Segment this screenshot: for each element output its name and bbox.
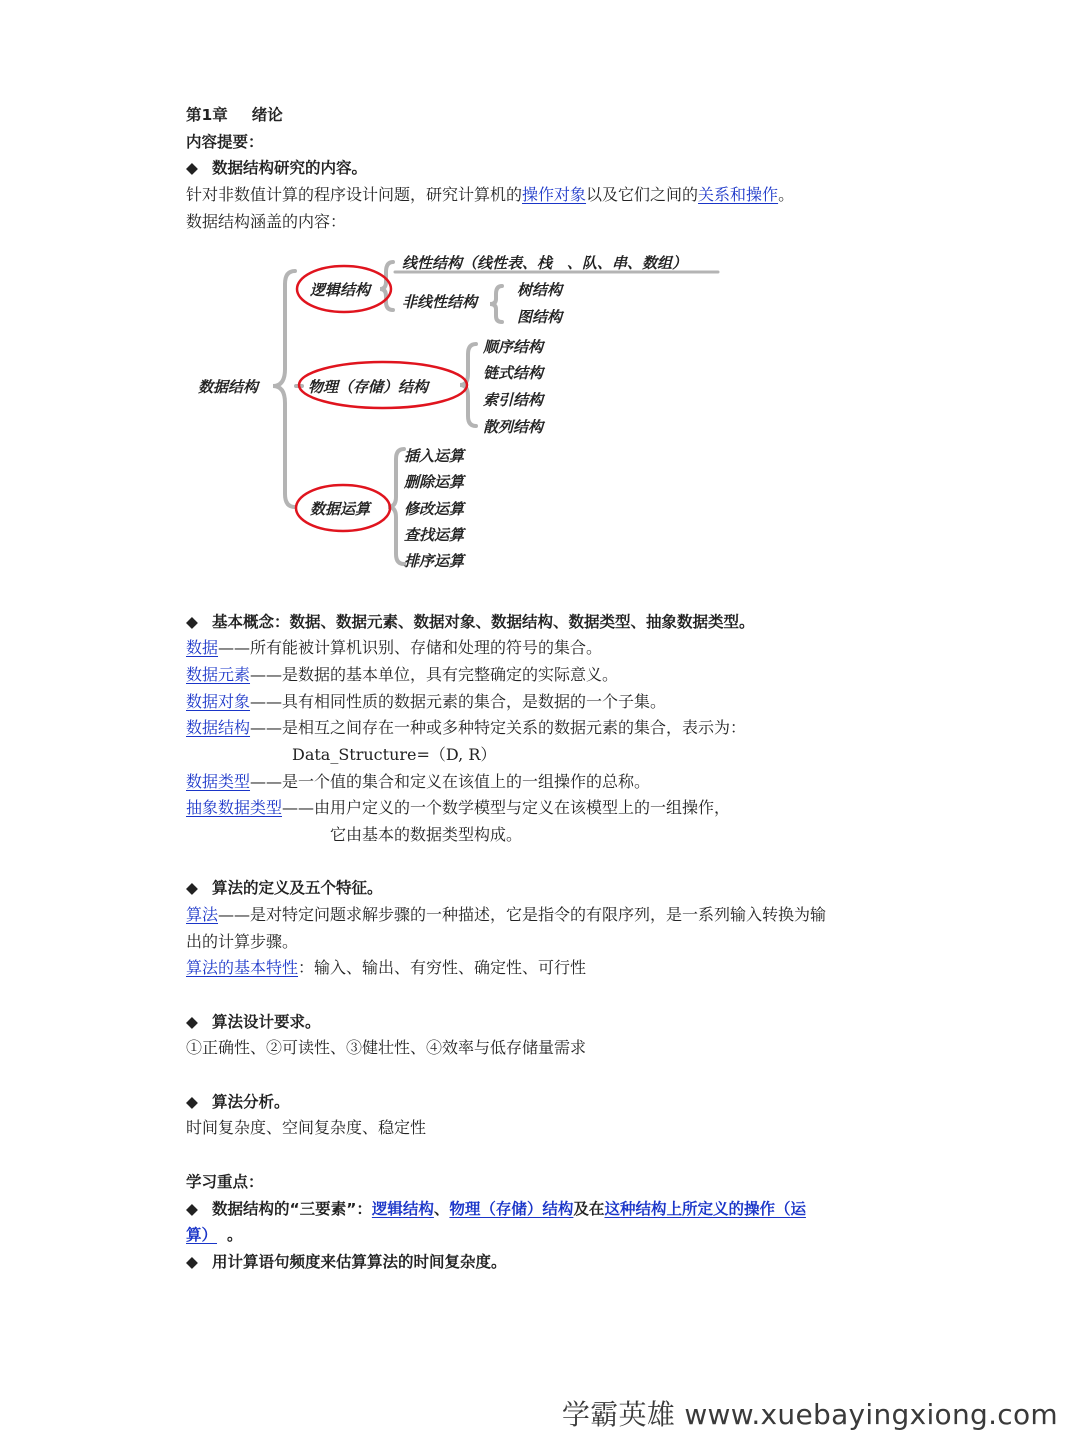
diamond-bullet-icon: ◆ bbox=[186, 1253, 198, 1271]
link-physical-structure[interactable]: 物理（存储）结构 bbox=[449, 1200, 574, 1218]
paragraph-research: 针对非数值计算的程序设计问题，研究计算机的操作对象以及它们之间的关系和操作。 bbox=[186, 185, 795, 204]
link-operation-object[interactable]: 操作对象 bbox=[522, 185, 587, 204]
diagram-physical: 物理（存储）结构 bbox=[308, 378, 429, 396]
focus-item-2: ◆ 用计算语句频度来估算算法的时间复杂度。 bbox=[186, 1253, 507, 1271]
section-heading-design: ◆ 算法设计要求。 bbox=[186, 1013, 321, 1031]
formula-data-structure: Data_Structure=（D, R） bbox=[292, 745, 497, 764]
definition-algorithm-cont: 出的计算步骤。 bbox=[186, 932, 299, 951]
diamond-bullet-icon: ◆ bbox=[186, 1013, 198, 1031]
diamond-bullet-icon: ◆ bbox=[186, 159, 198, 177]
link-adt[interactable]: 抽象数据类型 bbox=[186, 798, 283, 817]
definition-data-structure: 数据结构——是相互之间存在一种或多种特定关系的数据元素的集合，表示为： bbox=[186, 718, 747, 737]
chapter-title: 绪论 bbox=[251, 106, 283, 124]
section-heading-concepts: ◆ 基本概念：数据、数据元素、数据对象、数据结构、数据类型、抽象数据类型。 bbox=[186, 613, 755, 631]
watermark-footer: 学霸英雄 www.xuebayingxiong.com bbox=[561, 1398, 1058, 1431]
analysis-items: 时间复杂度、空间复杂度、稳定性 bbox=[186, 1118, 427, 1137]
summary-label: 内容提要： bbox=[186, 133, 264, 151]
focus-item-1: ◆ 数据结构的“三要素”：逻辑结构、物理（存储）结构及在这种结构上所定义的操作（运 bbox=[186, 1200, 806, 1218]
diagram-seq: 顺序结构 bbox=[483, 338, 544, 356]
link-algorithm-properties[interactable]: 算法的基本特性 bbox=[186, 958, 299, 977]
diamond-bullet-icon: ◆ bbox=[186, 879, 198, 897]
diamond-bullet-icon: ◆ bbox=[186, 613, 198, 631]
diamond-bullet-icon: ◆ bbox=[186, 1200, 198, 1218]
diagram-root: 数据结构 bbox=[198, 378, 259, 396]
diagram-index: 索引结构 bbox=[483, 391, 544, 409]
diamond-bullet-icon: ◆ bbox=[186, 1093, 198, 1111]
root-brace bbox=[273, 271, 295, 507]
section-heading-content: ◆ 数据结构研究的内容。 bbox=[186, 159, 368, 177]
diagram-insert: 插入运算 bbox=[404, 447, 465, 465]
definition-data-element: 数据元素——是数据的基本单位，具有完整确定的实际意义。 bbox=[186, 665, 619, 684]
link-data[interactable]: 数据 bbox=[186, 638, 219, 657]
diagram-linked: 链式结构 bbox=[483, 364, 544, 382]
section-heading-algorithm: ◆ 算法的定义及五个特征。 bbox=[186, 879, 383, 897]
link-relation-operation[interactable]: 关系和操作 bbox=[698, 185, 779, 204]
diagram-linear: 线性结构（线性表、栈 、队、串、数组） bbox=[402, 254, 688, 272]
link-data-object[interactable]: 数据对象 bbox=[186, 692, 251, 711]
section-heading-analysis: ◆ 算法分析。 bbox=[186, 1093, 290, 1111]
definition-data: 数据——所有能被计算机识别、存储和处理的符号的集合。 bbox=[186, 638, 603, 657]
definition-adt-cont: 它由基本的数据类型构成。 bbox=[330, 825, 523, 844]
focus-item-1-cont: 算） 。 bbox=[186, 1226, 243, 1244]
definition-algorithm-properties: 算法的基本特性：输入、输出、有穷性、确定性、可行性 bbox=[186, 958, 587, 977]
link-defined-operations-cont[interactable]: 算） bbox=[186, 1226, 218, 1244]
diagram-graph: 图结构 bbox=[517, 308, 563, 326]
diagram-delete: 删除运算 bbox=[404, 473, 465, 491]
link-data-structure[interactable]: 数据结构 bbox=[186, 718, 251, 737]
definition-data-type: 数据类型——是一个值的集合和定义在该值上的一组操作的总称。 bbox=[186, 772, 651, 791]
diagram-hash: 散列结构 bbox=[483, 418, 544, 436]
chapter-heading bbox=[186, 104, 283, 126]
paragraph-coverage: 数据结构涵盖的内容： bbox=[186, 212, 347, 231]
diagram-nonlinear: 非线性结构 bbox=[402, 293, 478, 311]
link-logical-structure[interactable]: 逻辑结构 bbox=[371, 1200, 434, 1218]
data-structure-diagram bbox=[190, 244, 760, 584]
link-algorithm[interactable]: 算法 bbox=[186, 905, 219, 924]
diagram-modify: 修改运算 bbox=[404, 500, 465, 518]
link-defined-operations[interactable]: 这种结构上所定义的操作（运 bbox=[604, 1200, 806, 1218]
definition-data-object: 数据对象——具有相同性质的数据元素的集合，是数据的一个子集。 bbox=[186, 692, 667, 711]
link-data-type[interactable]: 数据类型 bbox=[186, 772, 251, 791]
diagram-search: 查找运算 bbox=[404, 526, 465, 544]
design-requirements: ①正确性、②可读性、③健壮性、④效率与低存储量需求 bbox=[186, 1038, 587, 1057]
diagram-ops: 数据运算 bbox=[310, 500, 371, 518]
diagram-braces bbox=[273, 262, 718, 564]
nonlinear-brace bbox=[490, 286, 502, 322]
link-data-element[interactable]: 数据元素 bbox=[186, 665, 251, 684]
diagram-sort: 排序运算 bbox=[404, 552, 465, 570]
definition-adt: 抽象数据类型——由用户定义的一个数学模型与定义在该模型上的一组操作， bbox=[186, 798, 731, 817]
diagram-labels bbox=[198, 254, 687, 570]
diagram-logical: 逻辑结构 bbox=[310, 281, 371, 299]
definition-algorithm: 算法——是对特定问题求解步骤的一种描述，它是指令的有限序列，是一系列输入转换为输 bbox=[186, 905, 827, 924]
chapter-number: 第1章 bbox=[186, 106, 228, 124]
diagram-tree: 树结构 bbox=[517, 281, 563, 299]
focus-label: 学习重点： bbox=[186, 1173, 264, 1191]
